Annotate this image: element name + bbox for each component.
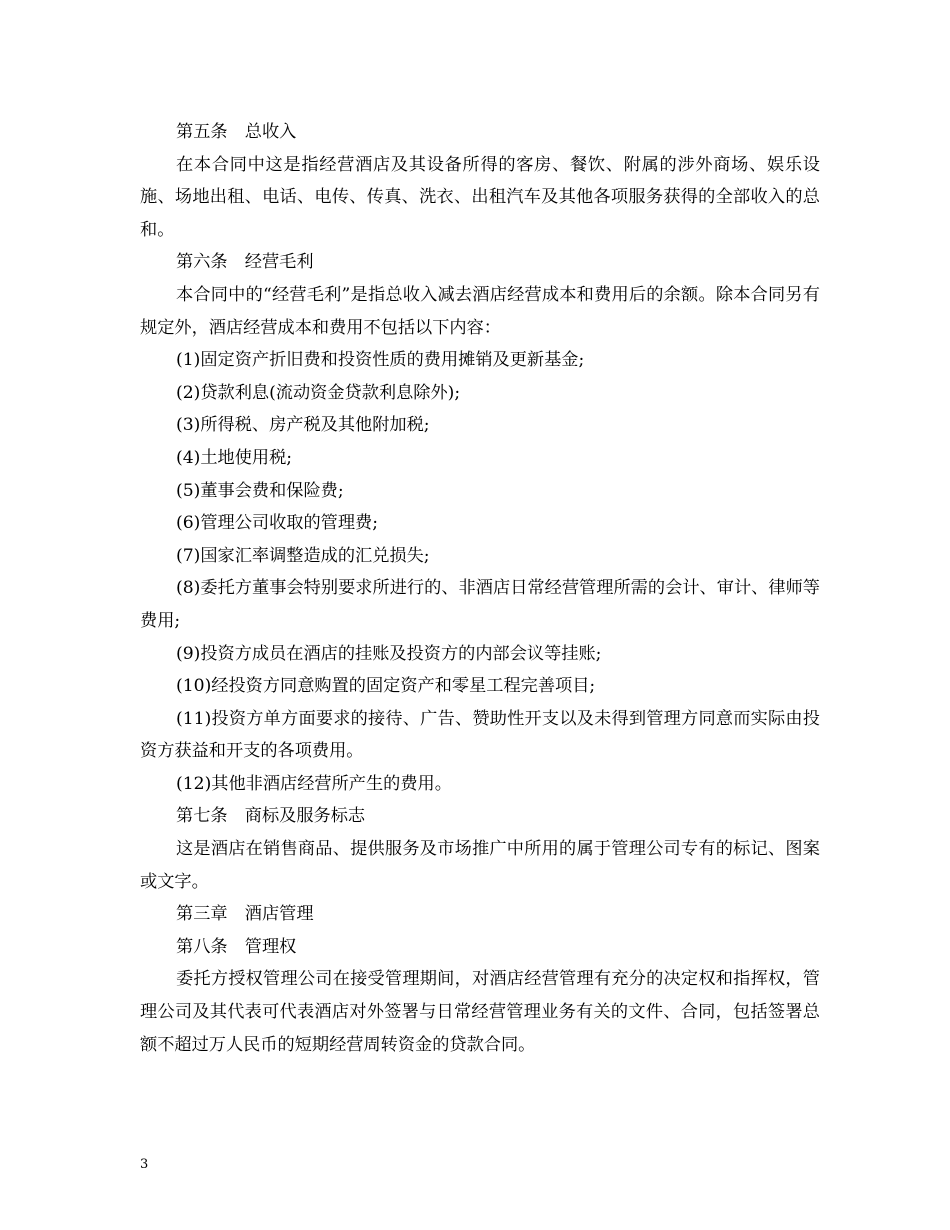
article-6-heading: 第六条 经营毛利 bbox=[176, 252, 314, 273]
chapter-3-heading: 第三章 酒店管理 bbox=[176, 904, 314, 925]
article-8-heading: 第八条 管理权 bbox=[176, 936, 297, 957]
list-item-9: (9)投资方成员在酒店的挂账及投资方的内部会议等挂账; bbox=[176, 643, 602, 664]
list-item-12: (12)其他非酒店经营所产生的费用。 bbox=[176, 773, 452, 794]
list-item-6: (6)管理公司收取的管理费; bbox=[176, 513, 379, 534]
article-6-text: 本合同中的“经营毛利”是指总收入减去酒店经营成本和费用后的余额。除本合同另有规定外，酒店经营成本和费用不包括以下内容： bbox=[140, 284, 820, 338]
article-5-text: 在本合同中这是指经营酒店及其设备所得的客房、餐饮、附属的涉外商场、娱乐设施、场地出租、电话、电传、传真、洗衣、出租汽车及其他各项服务获得的全部收入的总和。 bbox=[140, 154, 820, 240]
article-7-text: 这是酒店在销售商品、提供服务及市场推广中所用的属于管理公司专有的标记、图案或文字。 bbox=[140, 839, 820, 892]
list-item-1: (1)固定资产折旧费和投资性质的费用摊销及更新基金; bbox=[176, 350, 585, 371]
list-item-2: (2)贷款利息(流动资金贷款利息除外); bbox=[176, 382, 461, 403]
page-number: 3 bbox=[140, 1157, 149, 1172]
article-8-text: 委托方授权管理公司在接受管理期间，对酒店经营管理有充分的决定权和指挥权，管理公司及其代表可代表酒店对外签署与日常经营管理业务有关的文件、合同，包括签署总额不超过万人民币的短期经营周转资金的贷款合同。 bbox=[140, 969, 820, 1055]
list-item-4: (4)土地使用税; bbox=[176, 447, 293, 468]
list-item-8: (8)委托方董事会特别要求所进行的、非酒店日常经营管理所需的会计、审计、律师等费用; bbox=[140, 578, 820, 631]
list-item-11: (11)投资方单方面要求的接待、广告、赞助性开支以及未得到管理方同意而实际由投资方获益和开支的各项费用。 bbox=[140, 708, 820, 762]
list-item-7: (7)国家汇率调整造成的汇兑损失; bbox=[176, 545, 430, 566]
list-item-5: (5)董事会费和保险费; bbox=[176, 480, 344, 501]
list-item-3: (3)所得税、房产税及其他附加税; bbox=[176, 415, 430, 436]
list-item-10: (10)经投资方同意购置的固定资产和零星工程完善项目; bbox=[176, 676, 596, 697]
document-body bbox=[140, 116, 820, 1061]
article-5-heading: 第五条 总收入 bbox=[176, 122, 297, 142]
article-7-heading: 第七条 商标及服务标志 bbox=[176, 806, 366, 827]
